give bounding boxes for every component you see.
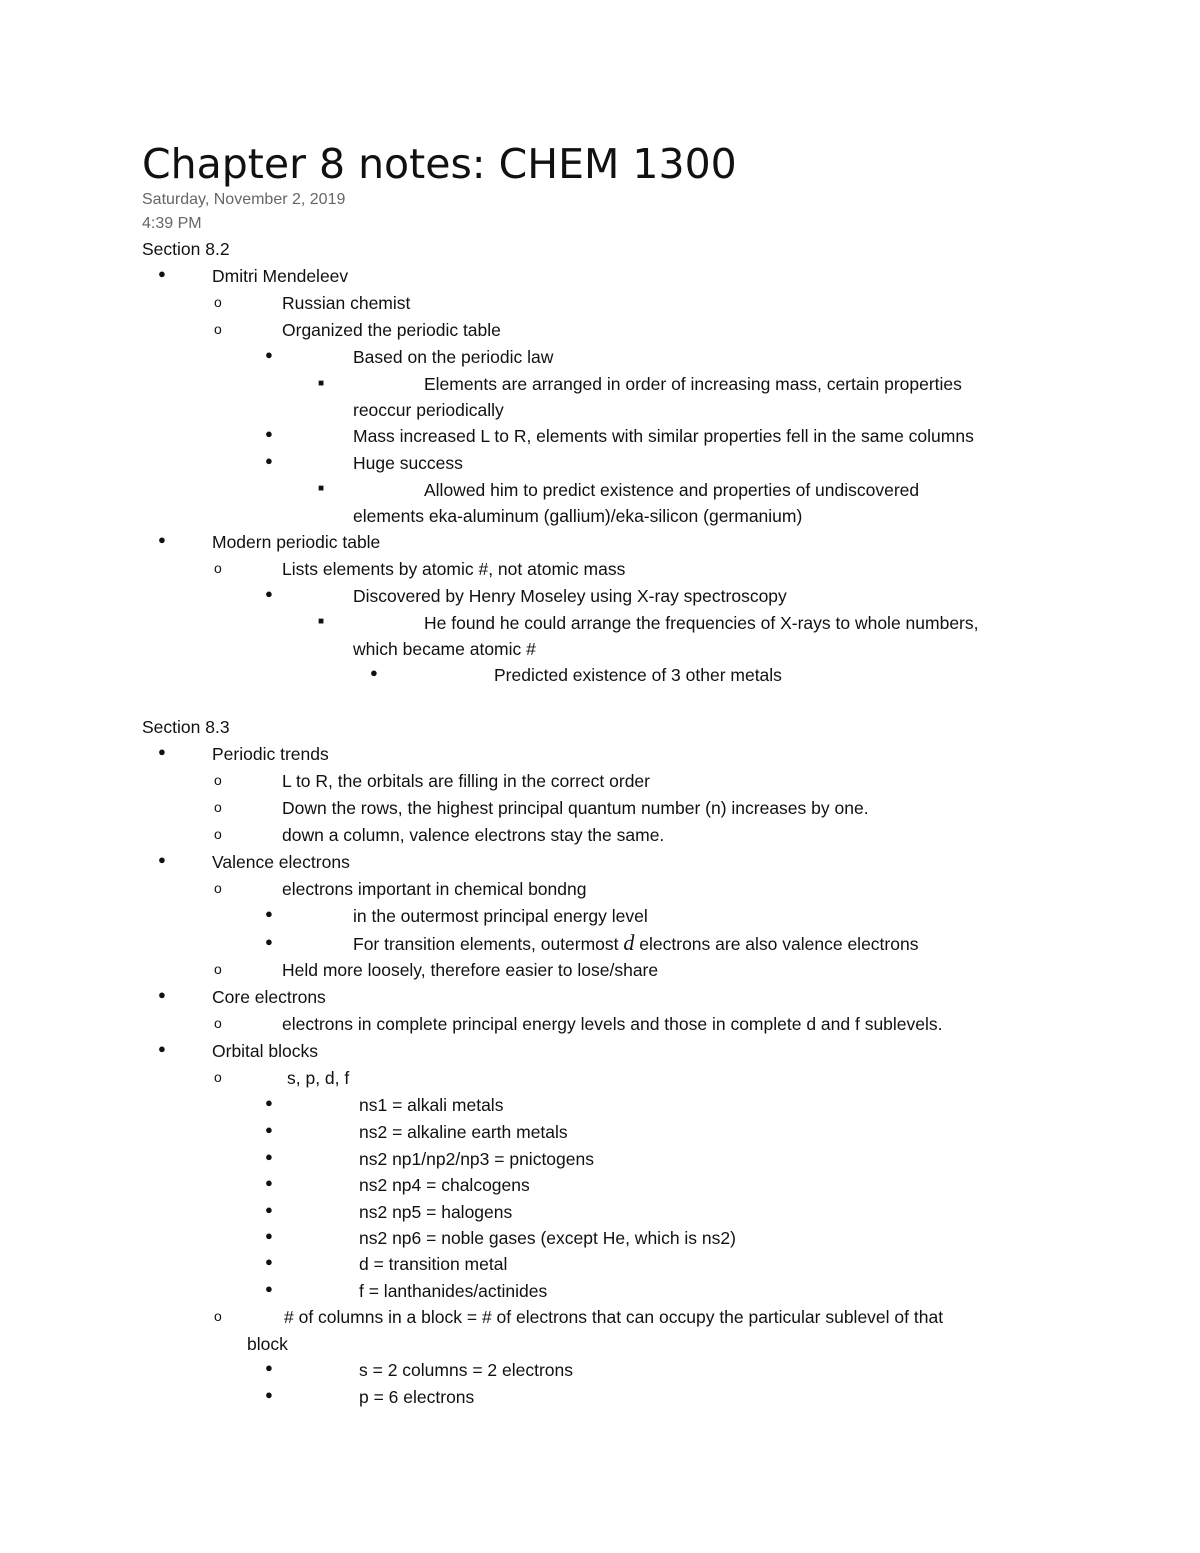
bullet-dot-icon: ● (265, 1360, 273, 1375)
list-item: Organized the periodic table (282, 320, 501, 340)
list-item: Valence electrons (212, 852, 350, 872)
bullet-dot-icon: ● (265, 586, 273, 601)
list-item: down a column, valence electrons stay the same. (282, 825, 665, 845)
list-item: in the outermost principal energy level (353, 906, 648, 926)
bullet-circle-icon: o (214, 560, 222, 576)
bullet-circle-icon: o (214, 880, 222, 896)
bullet-dot-icon: ● (265, 1175, 273, 1190)
list-item: # of columns in a block = # of electrons that can occupy the particular sublevel of that (284, 1307, 944, 1327)
bullet-circle-icon: o (214, 1069, 222, 1085)
list-item: s = 2 columns = 2 electrons (359, 1360, 573, 1380)
bullet-dot-icon: ● (265, 347, 273, 362)
list-item: Huge success (353, 453, 463, 473)
bullet-circle-icon: o (214, 294, 222, 310)
list-item: ns2 np6 = noble gases (except He, which is ns2) (359, 1228, 736, 1248)
italic-d-symbol: d (623, 930, 635, 955)
list-item: Discovered by Henry Moseley using X-ray spectroscopy (353, 586, 787, 606)
list-item: ns2 = alkaline earth metals (359, 1122, 568, 1142)
bullet-dot-icon: ● (265, 906, 273, 921)
list-item: Dmitri Mendeleev (212, 266, 349, 286)
section-heading-8-3: Section 8.3 (142, 717, 230, 737)
bullet-dot-icon: ● (265, 1281, 273, 1296)
list-item: ns1 = alkali metals (359, 1095, 504, 1115)
list-item: Mass increased L to R, elements with similar properties fell in the same columns (353, 426, 974, 446)
list-item: L to R, the orbitals are filling in the correct order (282, 771, 650, 791)
list-item: ns2 np4 = chalcogens (359, 1175, 530, 1195)
bullet-circle-icon: o (214, 321, 222, 337)
list-item-continued: elements eka-aluminum (gallium)/eka-silicon (germanium) (353, 506, 803, 526)
list-item: electrons in complete principal energy levels and those in complete d and f sublevels. (282, 1014, 943, 1034)
list-item: s, p, d, f (287, 1068, 350, 1088)
bullet-square-icon: ■ (318, 616, 325, 627)
bullet-dot-icon: ● (370, 665, 378, 680)
bullet-dot-icon: ● (265, 1095, 273, 1110)
bullet-circle-icon: o (214, 799, 222, 815)
list-item-continued: which became atomic # (353, 639, 536, 659)
list-item (353, 932, 918, 955)
list-item-continued: block (247, 1334, 288, 1354)
list-item: Core electrons (212, 987, 326, 1007)
section-heading-8-2: Section 8.2 (142, 239, 230, 259)
list-item: Periodic trends (212, 744, 329, 764)
bullet-dot-icon: ● (158, 987, 166, 1002)
list-item: p = 6 electrons (359, 1387, 475, 1407)
list-item-text: electrons are also valence electrons (639, 934, 919, 954)
bullet-dot-icon: ● (265, 453, 273, 468)
bullet-dot-icon: ● (265, 1149, 273, 1164)
bullet-dot-icon: ● (158, 532, 166, 547)
list-item: Elements are arranged in order of increasing mass, certain properties (424, 374, 962, 394)
bullet-square-icon: ■ (318, 378, 325, 389)
list-item: ns2 np1/np2/np3 = pnictogens (359, 1149, 594, 1169)
list-item: He found he could arrange the frequencies of X-rays to whole numbers, (424, 613, 979, 633)
note-date: Saturday, November 2, 2019 (142, 191, 346, 208)
bullet-dot-icon: ● (158, 266, 166, 281)
list-item-continued: reoccur periodically (353, 400, 504, 420)
bullet-dot-icon: ● (265, 1202, 273, 1217)
bullet-dot-icon: ● (265, 1387, 273, 1402)
list-item: Lists elements by atomic #, not atomic mass (282, 559, 626, 579)
bullet-dot-icon: ● (158, 852, 166, 867)
list-item: Down the rows, the highest principal quantum number (n) increases by one. (282, 798, 869, 818)
bullet-circle-icon: o (214, 1308, 222, 1324)
bullet-circle-icon: o (214, 826, 222, 842)
bullet-circle-icon: o (214, 772, 222, 788)
list-item: Modern periodic table (212, 532, 381, 552)
bullet-dot-icon: ● (265, 934, 273, 949)
list-item: Allowed him to predict existence and properties of undiscovered (424, 480, 920, 500)
page-title: Chapter 8 notes: CHEM 1300 (142, 140, 737, 188)
list-item: electrons important in chemical bondng (282, 879, 587, 899)
list-item: Orbital blocks (212, 1041, 319, 1061)
bullet-dot-icon: ● (158, 1041, 166, 1056)
bullet-dot-icon: ● (265, 1228, 273, 1243)
list-item: d = transition metal (359, 1254, 508, 1274)
bullet-square-icon: ■ (318, 483, 325, 494)
list-item: Held more loosely, therefore easier to lose/share (282, 960, 659, 980)
list-item: ns2 np5 = halogens (359, 1202, 513, 1222)
bullet-circle-icon: o (214, 961, 222, 977)
bullet-dot-icon: ● (158, 744, 166, 759)
bullet-dot-icon: ● (265, 1122, 273, 1137)
bullet-circle-icon: o (214, 1015, 222, 1031)
list-item: Predicted existence of 3 other metals (494, 665, 782, 685)
list-item-text: For transition elements, outermost (353, 934, 619, 954)
bullet-dot-icon: ● (265, 1254, 273, 1269)
list-item: Based on the periodic law (353, 347, 554, 367)
bullet-dot-icon: ● (265, 426, 273, 441)
list-item: Russian chemist (282, 293, 411, 313)
list-item: f = lanthanides/actinides (359, 1281, 548, 1301)
note-time: 4:39 PM (142, 215, 202, 232)
